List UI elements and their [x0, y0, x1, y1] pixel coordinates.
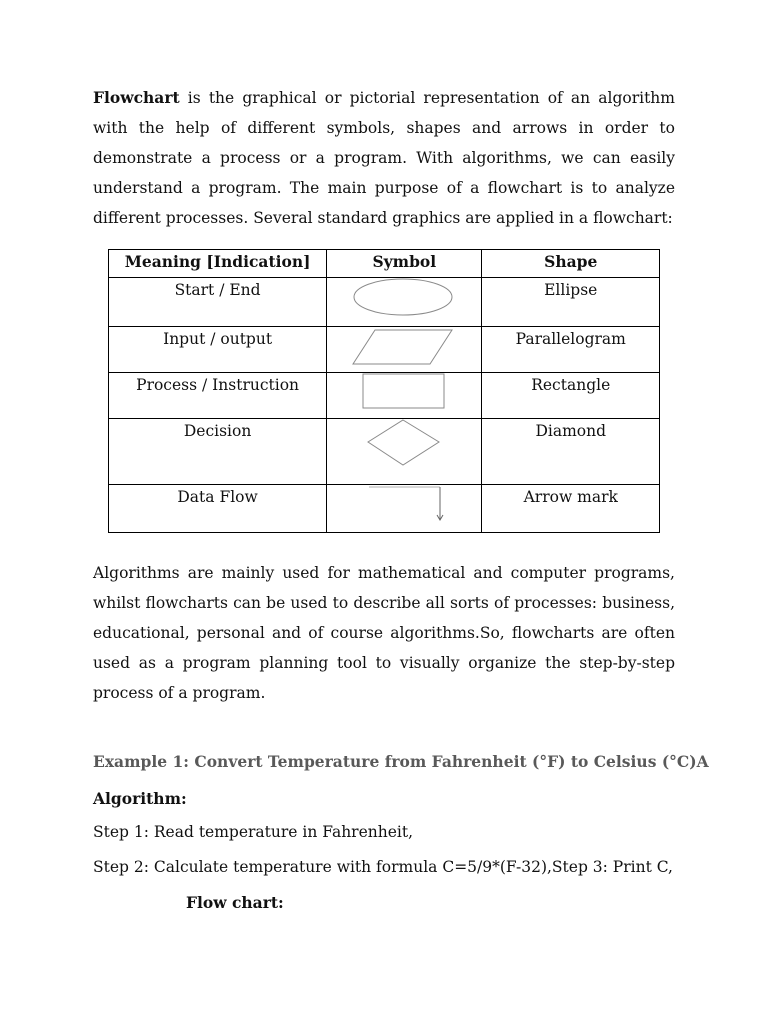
table-row — [109, 373, 660, 419]
diamond-symbol-icon — [327, 419, 482, 483]
symbol-cell — [327, 419, 482, 485]
shape-cell: Ellipse — [482, 278, 660, 327]
shape-cell: Diamond — [482, 419, 660, 485]
table-row — [109, 485, 660, 533]
algorithm-label: Algorithm: — [93, 789, 187, 808]
meaning-cell: Process / Instruction — [109, 373, 327, 419]
shape-cell: Rectangle — [482, 373, 660, 419]
symbol-cell — [327, 485, 482, 533]
shape-cell: Arrow mark — [482, 485, 660, 533]
intro-text: is the graphical or pictorial representation of an algorithm with the help of different symbols, shapes and arrows in order to demonstrate a process or a program. With algorithms, we can easily understand a program. The main purpose of a flowchart is to analyze different processes. Several standard graphics are applied in a flowchart: — [93, 89, 675, 227]
header-symbol: Symbol — [327, 250, 482, 278]
example-title: Example 1: Convert Temperature from Fahrenheit (°F) to Celsius (°C)A — [93, 752, 709, 771]
arrow-symbol-icon — [327, 485, 482, 531]
table-header-row — [109, 250, 660, 278]
flowchart-term: Flowchart — [93, 88, 180, 107]
header-meaning: Meaning [Indication] — [109, 250, 327, 278]
table-row — [109, 278, 660, 327]
meaning-cell: Data Flow — [109, 485, 327, 533]
meaning-cell: Input / output — [109, 327, 327, 373]
step-2: Step 2: Calculate temperature with formula C=5/9*(F-32),Step 3: Print C, — [93, 858, 673, 876]
flowchart-symbols-table — [108, 249, 660, 533]
symbol-cell — [327, 373, 482, 419]
shape-cell: Parallelogram — [482, 327, 660, 373]
flow-chart-label: Flow chart: — [186, 893, 284, 912]
intro-paragraph — [93, 83, 675, 233]
algorithms-paragraph: Algorithms are mainly used for mathematical and computer programs, whilst flowcharts can be used to describe all sorts of processes: business, educational, personal and of course algorithms.So, flowcharts are often used as a program planning tool to visually organize the step-by-step process of a program. — [93, 564, 675, 702]
meaning-cell: Start / End — [109, 278, 327, 327]
table-row — [109, 327, 660, 373]
rectangle-symbol-icon — [327, 373, 482, 417]
parallelogram-symbol-icon — [327, 327, 482, 371]
symbol-cell — [327, 327, 482, 373]
header-shape: Shape — [482, 250, 660, 278]
symbol-cell — [327, 278, 482, 327]
step-1: Step 1: Read temperature in Fahrenheit, — [93, 823, 414, 841]
meaning-cell: Decision — [109, 419, 327, 485]
ellipse-symbol-icon — [327, 278, 482, 325]
table-row — [109, 419, 660, 485]
